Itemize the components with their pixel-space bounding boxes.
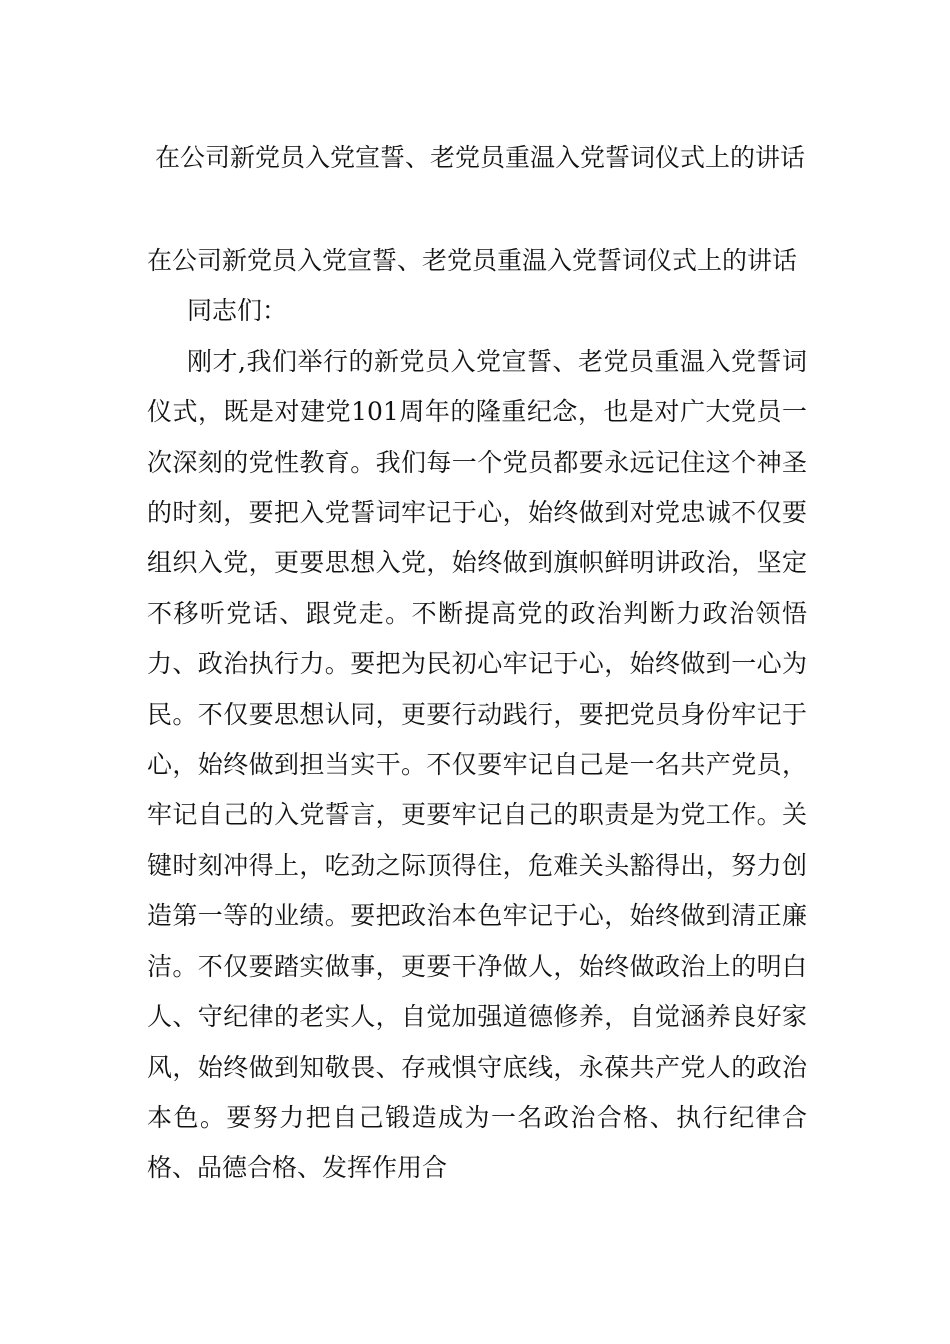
document-body — [147, 236, 807, 1194]
body-paragraph: 刚才,我们举行的新党员入党宣誓、老党员重温入党誓词仪式，既是对建党101周年的隆重纪念，也是对广大党员一次深刻的党性教育。我们每一个党员都要永远记住这个神圣的时刻，要把入党誓词牢记于心，始终做到对党忠诚不仅要组织入党，更要思想入党，始终做到旗帜鲜明讲政治，坚定不移听党话、跟党走。不断提高党的政治判断力政治领悟力、政治执行力。要把为民初心牢记于心，始终做到一心为民。不仅要思想认同，更要行动践行，要把党员身份牢记于心，始终做到担当实干。不仅要牢记自己是一名共产党员，牢记自己的入党誓言，更要牢记自己的职责是为党工作。关键时刻冲得上，吃劲之际顶得住，危难关头豁得出，努力创造第一等的业绩。要把政治本色牢记于心，始终做到清正廉洁。不仅要踏实做事，更要干净做人，始终做政治上的明白人、守纪律的老实人，自觉加强道德修养，自觉涵养良好家风，始终做到知敬畏、存戒惧守底线，永葆共产党人的政治本色。要努力把自己锻造成为一名政治合格、执行纪律合格、品德合格、发挥作用合 — [147, 346, 807, 1183]
document-title: 在公司新党员入党宣誓、老党员重温入党誓词仪式上的讲话 — [154, 143, 805, 172]
document-heading: 在公司新党员入党宣誓、老党员重温入党誓词仪式上的讲话 — [147, 246, 798, 275]
salutation: 同志们： — [187, 296, 288, 326]
